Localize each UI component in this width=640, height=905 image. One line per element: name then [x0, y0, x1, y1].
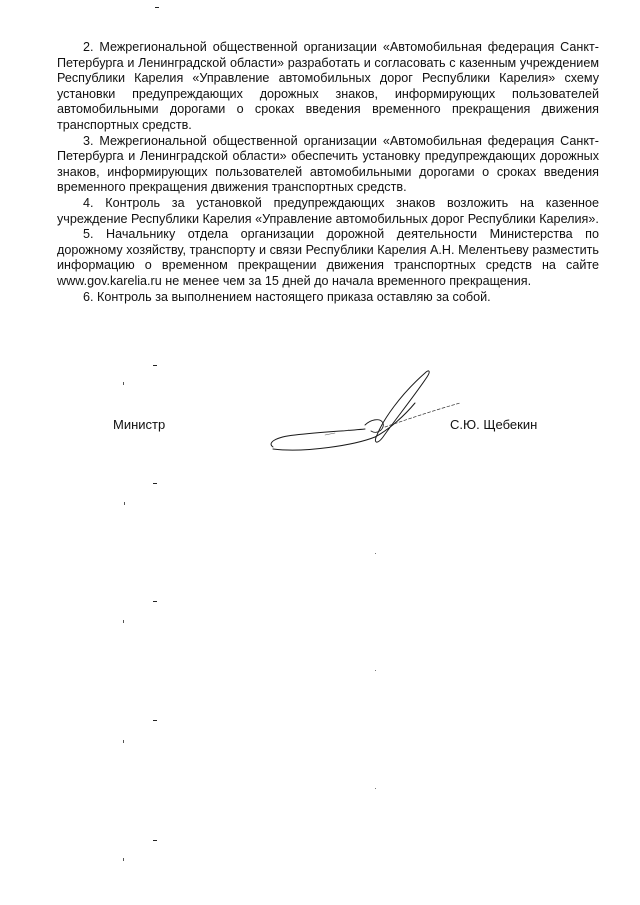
scan-artifact: [155, 7, 159, 8]
signature-block: [0, 360, 640, 470]
paragraph-4: 4. Контроль за установкой предупреждающих знаков возложить на казенное учреждение Республики Карелия «Управление автомобильных дорог Республики Карелия».: [57, 195, 599, 226]
scan-artifact: [153, 720, 157, 721]
scan-artifact: [153, 483, 157, 484]
scan-artifact: [123, 858, 124, 861]
paragraph-6: 6. Контроль за выполнением настоящего приказа оставляю за собой.: [83, 289, 491, 304]
scan-artifact: [124, 502, 125, 505]
paragraph-5: 5. Начальнику отдела организации дорожной деятельности Министерства по дорожному хозяйству, транспорту и связи Республики Карелия А.Н. Мелентьеву разместить информацию о временном прекращении движения транспортных средств на сайте www.gov.karelia.ru не менее чем за 15 дней до начала временного прекращения.: [57, 227, 599, 288]
document-body: [57, 40, 599, 305]
paragraph-2: 2. Межрегиональной общественной организации «Автомобильная федерация Санкт-Петербурга и Ленинградской области» разработать и согласовать с казенным учреждением Республики Карелия «Управление автомобильных дорог Республики Карелия» схему установки предупреждающих дорожных знаков, информирующих пользователей автомобильными дорогами о сроках введения временного прекращения движения транспортных средств.: [57, 40, 599, 132]
scan-artifact: [153, 840, 157, 841]
scan-artifact: [375, 788, 376, 789]
scan-artifact: [123, 740, 124, 743]
signer-role: Министр: [113, 417, 166, 432]
scan-artifact: [375, 553, 376, 554]
handwritten-signature: [265, 365, 465, 465]
signer-name: С.Ю. Щебекин: [450, 417, 538, 432]
scan-artifact: [153, 601, 157, 602]
scan-artifact: [123, 620, 124, 623]
paragraph-3: 3. Межрегиональной общественной организации «Автомобильная федерация Санкт-Петербурга и Ленинградской области» обеспечить установку предупреждающих дорожных знаков, информирующих пользователей автомобильными дорогами о сроках введения временного прекращения движения транспортных средств.: [57, 133, 599, 195]
scan-artifact: [375, 670, 376, 671]
